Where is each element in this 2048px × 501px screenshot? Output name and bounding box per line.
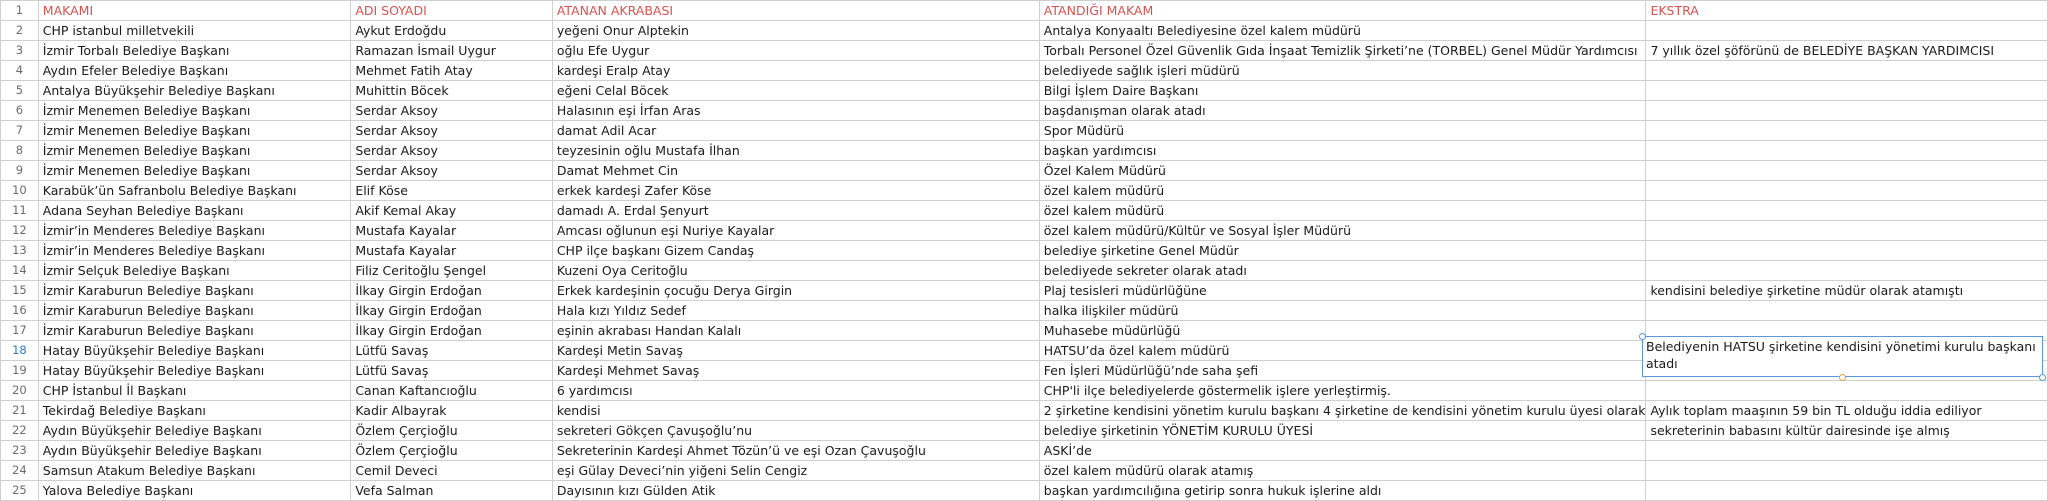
row-number[interactable]: 4 <box>1 61 39 81</box>
table-cell[interactable]: halka ilişkiler müdürü <box>1039 301 1646 321</box>
table-cell[interactable]: Özel Kalem Müdürü <box>1039 161 1646 181</box>
table-row <box>1 261 2048 281</box>
table-cell[interactable]: belediyede sekreter olarak atadı <box>1039 261 1646 281</box>
table-row <box>1 281 2048 301</box>
table-cell[interactable]: kendisini belediye şirketine müdür olarak atamıştı <box>1646 281 2048 301</box>
table-cell[interactable]: Antalya Konyaaltı Belediyesine özel kalem müdürü <box>1039 21 1646 41</box>
selection-handle-bottom-right[interactable] <box>2039 374 2046 381</box>
table-cell[interactable]: özel kalem müdürü <box>1039 181 1646 201</box>
row-number[interactable]: 22 <box>1 421 39 441</box>
table-row <box>1 121 2048 141</box>
table-cell[interactable] <box>1646 201 2048 221</box>
table-cell[interactable]: Ramazan İsmail Uygur <box>351 41 553 61</box>
table-cell[interactable]: Canan Kaftancıoğlu <box>351 381 553 401</box>
row-number[interactable]: 8 <box>1 141 39 161</box>
table-row <box>1 161 2048 181</box>
table-row <box>1 441 2048 461</box>
row-number[interactable]: 1 <box>1 1 39 21</box>
table-cell[interactable]: Samsun Atakum Belediye Başkanı <box>38 461 351 481</box>
table-cell[interactable]: CHP'li ilçe belediyelerde göstermelik işlere yerleştirmiş. <box>1039 381 1646 401</box>
table-cell[interactable]: özel kalem müdürü olarak atamış <box>1039 461 1646 481</box>
row-number[interactable]: 5 <box>1 81 39 101</box>
table-row <box>1 141 2048 161</box>
table-cell[interactable]: Filiz Ceritoğlu Şengel <box>351 261 553 281</box>
table-cell[interactable]: teyzesinin oğlu Mustafa İlhan <box>552 141 1039 161</box>
table-row <box>1 381 2048 401</box>
table-cell[interactable]: Kardeşi Metin Savaş <box>552 341 1039 361</box>
table-cell[interactable]: İzmir Menemen Belediye Başkanı <box>38 101 351 121</box>
table-cell[interactable]: eşi Gülay Deveci’nin yiğeni Selin Cengiz <box>552 461 1039 481</box>
table-row <box>1 21 2048 41</box>
table-cell[interactable]: İzmir Karaburun Belediye Başkanı <box>38 301 351 321</box>
table-cell[interactable]: yeğeni Onur Alptekin <box>552 21 1039 41</box>
table-cell[interactable] <box>1646 181 2048 201</box>
row-number[interactable]: 6 <box>1 101 39 121</box>
table-cell[interactable]: CHP istanbul milletvekili <box>38 21 351 41</box>
table-cell[interactable]: eğeni Celal Böcek <box>552 81 1039 101</box>
table-cell[interactable]: Karabük’ün Safranbolu Belediye Başkanı <box>38 181 351 201</box>
table-cell[interactable]: Halasının eşi İrfan Aras <box>552 101 1039 121</box>
table-cell[interactable]: Bilgi İşlem Daire Başkanı <box>1039 81 1646 101</box>
table-row <box>1 461 2048 481</box>
table-cell[interactable]: Cemil Deveci <box>351 461 553 481</box>
table-cell[interactable]: Özlem Çerçioğlu <box>351 421 553 441</box>
row-number[interactable]: 20 <box>1 381 39 401</box>
table-cell[interactable]: Kadir Albayrak <box>351 401 553 421</box>
table-cell[interactable]: Yalova Belediye Başkanı <box>38 481 351 501</box>
table-cell[interactable]: Muhittin Böcek <box>351 81 553 101</box>
table-cell[interactable] <box>1646 121 2048 141</box>
table-cell[interactable]: belediye şirketine Genel Müdür <box>1039 241 1646 261</box>
table-row <box>1 61 2048 81</box>
table-row <box>1 301 2048 321</box>
table-cell[interactable]: erkek kardeşi Zafer Köse <box>552 181 1039 201</box>
table-cell[interactable]: Amcası oğlunun eşi Nuriye Kayalar <box>552 221 1039 241</box>
row-number[interactable]: 14 <box>1 261 39 281</box>
table-cell[interactable]: 7 yıllık özel şöförünü de BELEDİYE BAŞKAN YARDIMCISI <box>1646 41 2048 61</box>
table-row <box>1 421 2048 441</box>
column-header-cell[interactable]: ADI SOYADI <box>351 1 553 21</box>
table-row <box>1 401 2048 421</box>
row-number[interactable]: 10 <box>1 181 39 201</box>
row-number[interactable]: 11 <box>1 201 39 221</box>
table-cell[interactable] <box>1646 481 2048 501</box>
table-cell[interactable]: İzmir Menemen Belediye Başkanı <box>38 161 351 181</box>
table-cell[interactable]: oğlu Efe Uygur <box>552 41 1039 61</box>
table-cell[interactable]: damat Adil Acar <box>552 121 1039 141</box>
table-cell[interactable] <box>1646 141 2048 161</box>
table-cell[interactable]: belediye şirketinin YÖNETİM KURULU ÜYESİ <box>1039 421 1646 441</box>
row-number[interactable]: 18 <box>1 341 39 361</box>
table-cell[interactable] <box>1646 461 2048 481</box>
table-cell[interactable]: Plaj tesisleri müdürlüğüne <box>1039 281 1646 301</box>
table-cell[interactable]: Muhasebe müdürlüğü <box>1039 321 1646 341</box>
table-cell[interactable] <box>1646 21 2048 41</box>
row-number[interactable]: 25 <box>1 481 39 501</box>
table-cell[interactable]: İlkay Girgin Erdoğan <box>351 301 553 321</box>
table-row <box>1 201 2048 221</box>
row-number[interactable]: 23 <box>1 441 39 461</box>
row-number[interactable]: 2 <box>1 21 39 41</box>
table-cell[interactable] <box>1646 81 2048 101</box>
column-header-cell[interactable]: EKSTRA <box>1646 1 2048 21</box>
table-cell[interactable] <box>1646 61 2048 81</box>
table-cell[interactable]: damadı A. Erdal Şenyurt <box>552 201 1039 221</box>
row-number[interactable]: 16 <box>1 301 39 321</box>
row-number[interactable]: 21 <box>1 401 39 421</box>
table-cell[interactable]: Mustafa Kayalar <box>351 221 553 241</box>
table-cell[interactable]: Hatay Büyükşehir Belediye Başkanı <box>38 361 351 381</box>
table-cell[interactable]: 2 şirketine kendisini yönetim kurulu başkanı 4 şirketine de kendisini yönetim kurulu üyesi olarak <box>1039 401 1646 421</box>
row-number[interactable]: 17 <box>1 321 39 341</box>
column-header-cell[interactable]: ATANAN AKRABASI <box>552 1 1039 21</box>
table-cell[interactable]: Hala kızı Yıldız Sedef <box>552 301 1039 321</box>
row-number[interactable]: 24 <box>1 461 39 481</box>
table-cell[interactable]: Akif Kemal Akay <box>351 201 553 221</box>
table-cell[interactable]: Kardeşi Mehmet Savaş <box>552 361 1039 381</box>
table-cell[interactable]: İzmir Torbalı Belediye Başkanı <box>38 41 351 61</box>
table-cell[interactable]: 6 yardımcısı <box>552 381 1039 401</box>
table-cell[interactable]: Mehmet Fatih Atay <box>351 61 553 81</box>
table-cell[interactable]: Fen İşleri Müdürlüğü’nde saha şefi <box>1039 361 1646 381</box>
table-cell[interactable]: İzmir Karaburun Belediye Başkanı <box>38 281 351 301</box>
table-cell[interactable]: Damat Mehmet Cin <box>552 161 1039 181</box>
table-cell[interactable]: CHP ilçe başkanı Gizem Candaş <box>552 241 1039 261</box>
table-cell[interactable]: Dayısının kızı Gülden Atik <box>552 481 1039 501</box>
table-cell[interactable]: İzmir’in Menderes Belediye Başkanı <box>38 221 351 241</box>
table-cell[interactable]: Sekreterinin Kardeşi Ahmet Tözün’ü ve eşi Ozan Çavuşoğlu <box>552 441 1039 461</box>
table-row <box>1 241 2048 261</box>
table-cell[interactable]: Torbalı Personel Özel Güvenlik Gıda İnşaat Temizlik Şirketi’ne (TORBEL) Genel Müdür Yardımcısı <box>1039 41 1646 61</box>
table-cell[interactable]: Elif Köse <box>351 181 553 201</box>
table-cell[interactable]: İlkay Girgin Erdoğan <box>351 281 553 301</box>
table-cell[interactable]: Antalya Büyükşehir Belediye Başkanı <box>38 81 351 101</box>
table-cell[interactable]: İzmir Menemen Belediye Başkanı <box>38 141 351 161</box>
table-row <box>1 81 2048 101</box>
table-row <box>1 41 2048 61</box>
row-number[interactable]: 3 <box>1 41 39 61</box>
selection-handle-top-left[interactable] <box>1639 333 1646 340</box>
table-cell[interactable]: ASKİ’de <box>1039 441 1646 461</box>
table-cell[interactable]: İzmir Menemen Belediye Başkanı <box>38 121 351 141</box>
table-cell[interactable]: başdanışman olarak atadı <box>1039 101 1646 121</box>
table-cell[interactable]: CHP İstanbul İl Başkanı <box>38 381 351 401</box>
table-cell[interactable]: Vefa Salman <box>351 481 553 501</box>
table-cell[interactable]: Serdar Aksoy <box>351 101 553 121</box>
table-cell[interactable]: özel kalem müdürü/Kültür ve Sosyal İşler Müdürü <box>1039 221 1646 241</box>
table-cell[interactable]: belediyede sağlık işleri müdürü <box>1039 61 1646 81</box>
table-cell[interactable]: sekreterinin babasını kültür dairesinde işe almış <box>1646 421 2048 441</box>
selection-handle-bottom-middle[interactable] <box>1839 374 1846 381</box>
row-number[interactable]: 9 <box>1 161 39 181</box>
table-cell[interactable]: Aykut Erdoğdu <box>351 21 553 41</box>
table-cell[interactable]: Mustafa Kayalar <box>351 241 553 261</box>
table-cell[interactable] <box>1646 441 2048 461</box>
header-row <box>1 1 2048 21</box>
table-cell[interactable] <box>1646 101 2048 121</box>
row-number[interactable]: 7 <box>1 121 39 141</box>
table-row <box>1 481 2048 501</box>
row-number[interactable]: 15 <box>1 281 39 301</box>
table-cell[interactable]: eşinin akrabası Handan Kalalı <box>552 321 1039 341</box>
table-row <box>1 101 2048 121</box>
table-cell[interactable]: Tekirdağ Belediye Başkanı <box>38 401 351 421</box>
table-cell[interactable]: Aydın Büyükşehir Belediye Başkanı <box>38 421 351 441</box>
table-cell[interactable]: Hatay Büyükşehir Belediye Başkanı <box>38 341 351 361</box>
table-cell[interactable]: özel kalem müdürü <box>1039 201 1646 221</box>
table-cell[interactable] <box>1646 161 2048 181</box>
table-cell[interactable] <box>1646 221 2048 241</box>
table-cell[interactable]: Serdar Aksoy <box>351 161 553 181</box>
table-cell[interactable]: Erkek kardeşinin çocuğu Derya Girgin <box>552 281 1039 301</box>
table-cell[interactable] <box>1646 241 2048 261</box>
table-cell[interactable]: Spor Müdürü <box>1039 121 1646 141</box>
table-cell[interactable]: İlkay Girgin Erdoğan <box>351 321 553 341</box>
table-cell[interactable]: kardeşi Eralp Atay <box>552 61 1039 81</box>
row-number[interactable]: 13 <box>1 241 39 261</box>
table-cell[interactable] <box>1646 381 2048 401</box>
column-header-cell[interactable]: MAKAMI <box>38 1 351 21</box>
table-cell[interactable]: kendisi <box>552 401 1039 421</box>
table-cell[interactable] <box>1646 261 2048 281</box>
table-cell[interactable]: İzmir Karaburun Belediye Başkanı <box>38 321 351 341</box>
table-row <box>1 181 2048 201</box>
table-cell[interactable]: Lütfü Savaş <box>351 361 553 381</box>
selected-cell-editor[interactable]: Belediyenin HATSU şirketine kendisini yönetimi kurulu başkanı atadı <box>1642 336 2043 377</box>
table-row <box>1 221 2048 241</box>
table-cell[interactable]: Aydın Büyükşehir Belediye Başkanı <box>38 441 351 461</box>
table-cell[interactable]: Aydın Efeler Belediye Başkanı <box>38 61 351 81</box>
row-number[interactable]: 19 <box>1 361 39 381</box>
table-cell[interactable]: Aylık toplam maaşının 59 bin TL olduğu iddia ediliyor <box>1646 401 2048 421</box>
table-cell[interactable] <box>1646 301 2048 321</box>
table-cell[interactable]: Serdar Aksoy <box>351 121 553 141</box>
table-cell[interactable]: HATSU’da özel kalem müdürü <box>1039 341 1646 361</box>
table-cell[interactable]: Serdar Aksoy <box>351 141 553 161</box>
table-cell[interactable]: Lütfü Savaş <box>351 341 553 361</box>
table-cell[interactable]: Adana Seyhan Belediye Başkanı <box>38 201 351 221</box>
table-cell[interactable]: Kuzeni Oya Ceritoğlu <box>552 261 1039 281</box>
table-cell[interactable]: başkan yardımcısı <box>1039 141 1646 161</box>
table-cell[interactable]: başkan yardımcılığına getirip sonra hukuk işlerine aldı <box>1039 481 1646 501</box>
column-header-cell[interactable]: ATANDIĞI MAKAM <box>1039 1 1646 21</box>
table-cell[interactable]: İzmir’in Menderes Belediye Başkanı <box>38 241 351 261</box>
table-cell[interactable]: İzmir Selçuk Belediye Başkanı <box>38 261 351 281</box>
table-cell[interactable]: Özlem Çerçioğlu <box>351 441 553 461</box>
row-number[interactable]: 12 <box>1 221 39 241</box>
table-cell[interactable]: sekreteri Gökçen Çavuşoğlu’nu <box>552 421 1039 441</box>
